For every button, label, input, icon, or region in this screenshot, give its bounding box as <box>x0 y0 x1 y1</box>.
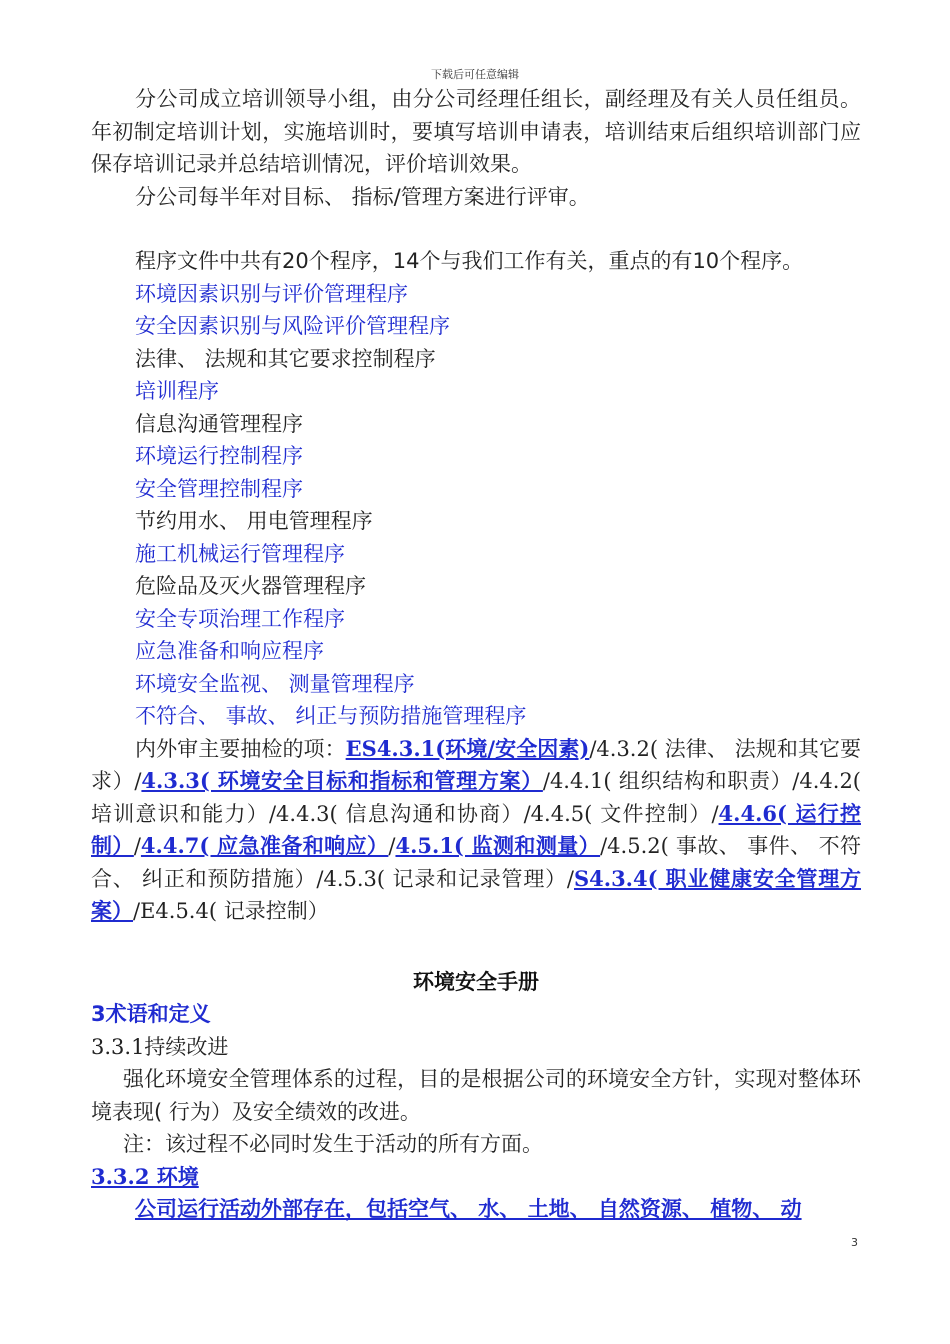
procedure-item-water-power: 节约用水、 用电管理程序 <box>135 509 373 533</box>
procedure-item-env-factors[interactable]: 环境因素识别与评价管理程序 <box>135 281 408 306</box>
procedure-item-monitoring[interactable]: 环境安全监视、 测量管理程序 <box>135 671 415 696</box>
link-es431[interactable]: ES4.3.1(环境/安全因素) <box>345 735 590 761</box>
procedure-item-training[interactable]: 培训程序 <box>135 379 219 403</box>
procedure-item-hazardous: 危险品及灭火器管理程序 <box>135 574 366 598</box>
link-446[interactable]: 4.4.6( 运行控制） <box>91 800 861 858</box>
procedure-item-safety-control[interactable]: 安全管理控制程序 <box>135 476 303 501</box>
header-note: 下载后可任意编辑 <box>431 68 519 81</box>
manual-title: 环境安全手册 <box>413 969 539 994</box>
link-447[interactable]: 4.4.7( 应急准备和响应） <box>140 833 389 858</box>
section-332-text[interactable]: 公司运行活动外部存在，包括空气、 水、 土地、 自然资源、 植物、 动 <box>135 1197 802 1221</box>
procedure-list <box>91 278 861 733</box>
paragraph-audit <box>91 733 861 928</box>
document-body <box>91 83 861 1226</box>
paragraph-procedures-count: 程序文件中共有20个程序，14个与我们工作有关，重点的有10个程序。 <box>135 249 804 273</box>
procedure-item-env-operation[interactable]: 环境运行控制程序 <box>135 444 303 468</box>
audit-text-6: /E4.5.4( 记录控制） <box>133 899 329 923</box>
procedure-item-communication: 信息沟通管理程序 <box>135 411 303 436</box>
spacer <box>91 213 861 245</box>
chapter-heading[interactable]: 3术语和定义 <box>91 1002 211 1026</box>
procedure-item-safety-special[interactable]: 安全专项治理工作程序 <box>135 606 345 631</box>
audit-text-5: /4.5.2( 事故、 事件、 不符合、 纠正和预防措施）/4.5.3( 记录和记录管理）/ <box>91 834 861 891</box>
audit-text-4: / <box>388 834 396 858</box>
procedure-item-nonconformity[interactable]: 不符合、 事故、 纠正与预防措施管理程序 <box>135 704 527 728</box>
section-331-title: 3.3.1持续改进 <box>91 1034 229 1059</box>
audit-text-1: /4.3.2( 法律、 法规和其它要求）/ <box>91 736 862 793</box>
link-433[interactable]: 4.3.3( 环境安全目标和指标和管理方案） <box>141 768 543 793</box>
section-331-note: 注：该过程不必同时发生于活动的所有方面。 <box>123 1132 543 1156</box>
audit-text-2: /4.4.1( 组织结构和职责）/4.4.2( 培训意识和能力）/4.4.3( 信息沟通和协商）/4.4.5( 文件控制）/ <box>91 769 861 826</box>
procedure-item-legal: 法律、 法规和其它要求控制程序 <box>135 346 436 371</box>
link-451[interactable]: 4.5.1( 监测和测量） <box>395 833 601 858</box>
section-332-title[interactable]: 3.3.2 环境 <box>91 1163 199 1189</box>
paragraph-training: 分公司成立培训领导小组，由分公司经理任组长，副经理及有关人员任组员。年初制定培训计划，实施培训时，要填写培训申请表，培训结束后组织培训部门应保存培训记录并总结培训情况，评价培训效果。 <box>91 87 861 176</box>
procedure-item-machinery[interactable]: 施工机械运行管理程序 <box>135 541 345 566</box>
procedure-item-emergency[interactable]: 应急准备和响应程序 <box>135 639 324 663</box>
section-331-text: 强化环境安全管理体系的过程，目的是根据公司的环境安全方针，实现对整体环境表现( 行为）及安全绩效的改进。 <box>91 1067 861 1124</box>
procedure-item-safety-risk[interactable]: 安全因素识别与风险评价管理程序 <box>135 314 450 338</box>
page-number: 3 <box>851 1236 858 1249</box>
link-s434[interactable]: S4.3.4( 职业健康安全管理方案） <box>91 865 861 923</box>
audit-lead: 内外审主要抽检的项： <box>135 736 346 761</box>
audit-text-3: / <box>133 834 141 858</box>
paragraph-review: 分公司每半年对目标、 指标/管理方案进行评审。 <box>135 184 590 209</box>
